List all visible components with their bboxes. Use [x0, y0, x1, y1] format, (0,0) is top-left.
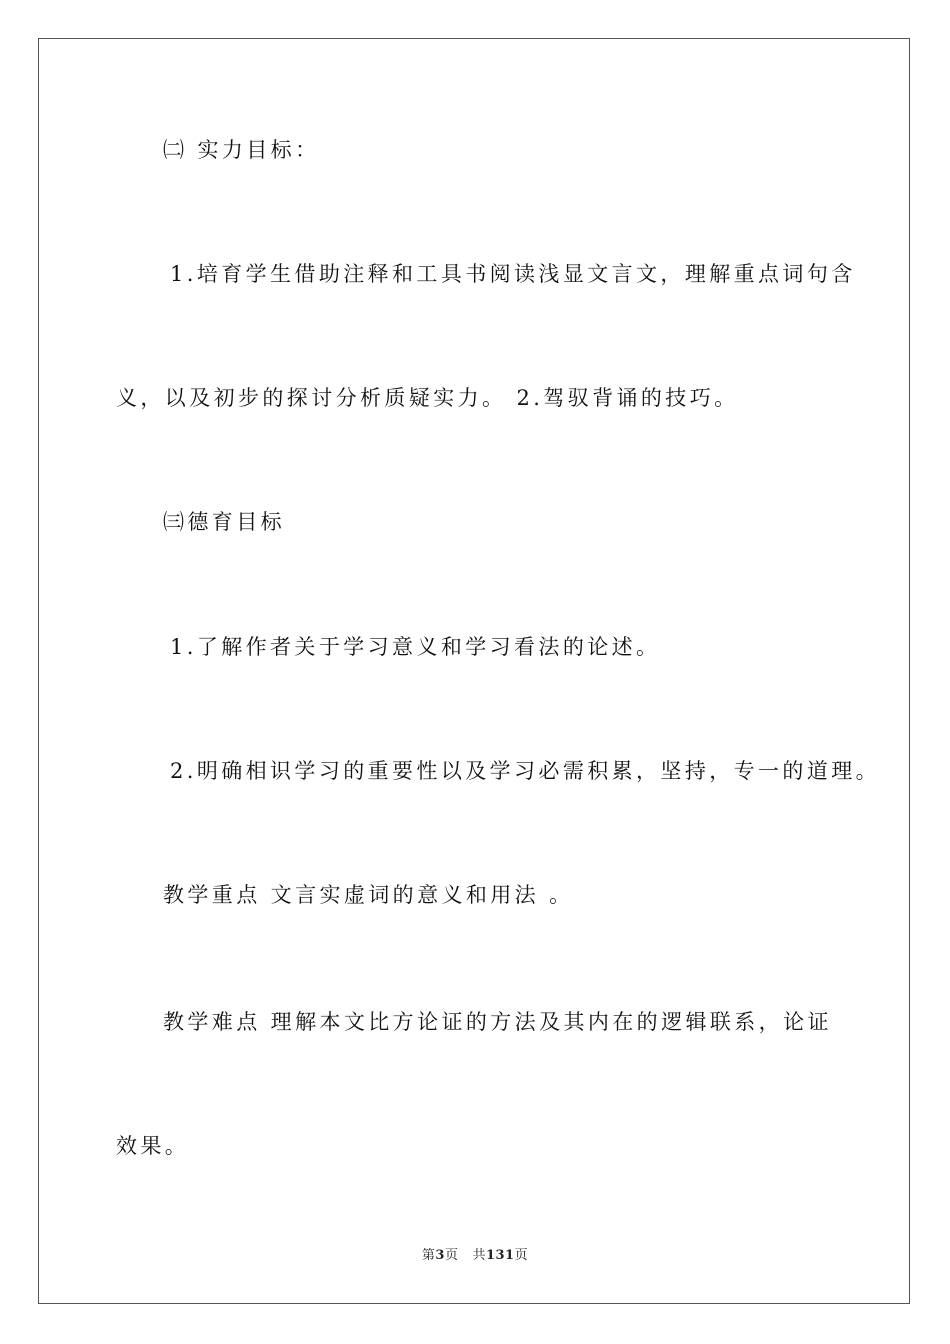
- page-border: [38, 38, 910, 1304]
- paragraph-line: 2.明确相识学习的重要性以及学习必需积累，坚持，专一的道理。: [170, 759, 881, 783]
- footer-page-prefix: 第: [421, 1248, 436, 1263]
- footer-total-pages: 131: [485, 1248, 515, 1263]
- teaching-focus-line: 教学重点 文言实虚词的意义和用法 。: [163, 883, 574, 907]
- paragraph-line: 义，以及初步的探讨分析质疑实力。 2.驾驭背诵的技巧。: [116, 386, 739, 410]
- paragraph-line: 效果。: [116, 1134, 190, 1158]
- footer-total-prefix: 共: [472, 1248, 486, 1263]
- paragraph-line: 1.培育学生借助注释和工具书阅读浅显文言文，理解重点词句含: [170, 262, 856, 286]
- footer-page-number: 3: [435, 1248, 445, 1263]
- teaching-difficulty-line: 教学难点 理解本文比方论证的方法及其内在的逻辑联系，论证: [163, 1010, 832, 1034]
- page-footer: [0, 1249, 950, 1262]
- paragraph-line: 1.了解作者关于学习意义和学习看法的论述。: [170, 635, 661, 659]
- footer-page-suffix: 页: [444, 1248, 459, 1263]
- footer-total-suffix: 页: [514, 1248, 529, 1263]
- section-heading-ability-goals: ㈡ 实力目标：: [163, 138, 320, 162]
- section-heading-moral-goals: ㈢德育目标: [163, 510, 285, 534]
